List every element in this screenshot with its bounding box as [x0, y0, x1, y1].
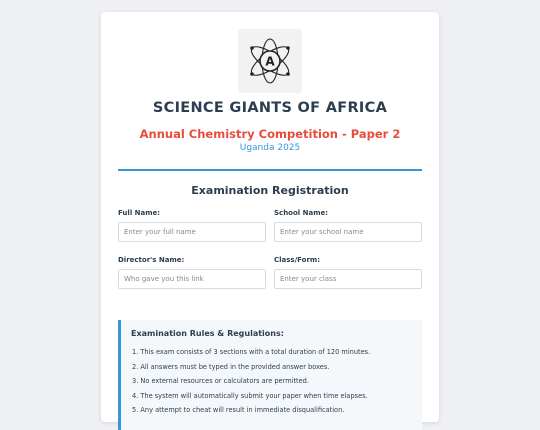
page-title: SCIENCE GIANTS OF AFRICA — [152, 100, 388, 116]
rule-item: 2. All answers must be typed in the provided answer boxes. — [132, 362, 330, 371]
logo-letter: A — [265, 54, 275, 69]
full-name-group — [118, 209, 266, 242]
page-subtitle: Annual Chemistry Competition - Paper 2 — [139, 127, 401, 141]
full-name-input[interactable] — [118, 222, 266, 242]
school-name-input[interactable] — [274, 222, 422, 242]
location-year: Uganda 2025 — [239, 143, 301, 153]
header-divider — [118, 169, 422, 171]
school-name-group — [274, 209, 422, 242]
registration-card — [101, 12, 439, 422]
director-name-input[interactable] — [118, 269, 266, 289]
class-form-input[interactable] — [274, 269, 422, 289]
form-heading: Examination Registration — [191, 184, 349, 197]
atom-a-logo-icon — [238, 29, 302, 93]
rules-panel — [118, 320, 422, 430]
logo — [238, 29, 302, 93]
rules-heading: Examination Rules & Regulations: — [131, 329, 284, 338]
rule-item: 1. This exam consists of 3 sections with a total duration of 120 minutes. — [132, 348, 371, 356]
director-name-group — [118, 256, 266, 289]
school-name-label: School Name: — [274, 209, 329, 217]
rule-item: 4. The system will automatically submit your paper when time elapses. — [132, 391, 368, 400]
director-name-label: Director's Name: — [118, 256, 185, 264]
class-form-label: Class/Form: — [274, 256, 321, 264]
rule-item: 5. Any attempt to cheat will result in immediate disqualification. — [132, 406, 345, 414]
class-form-group — [274, 256, 422, 289]
full-name-label: Full Name: — [118, 209, 161, 217]
rules-list — [131, 345, 412, 418]
rule-item: 3. No external resources or calculators are permitted. — [132, 377, 309, 385]
